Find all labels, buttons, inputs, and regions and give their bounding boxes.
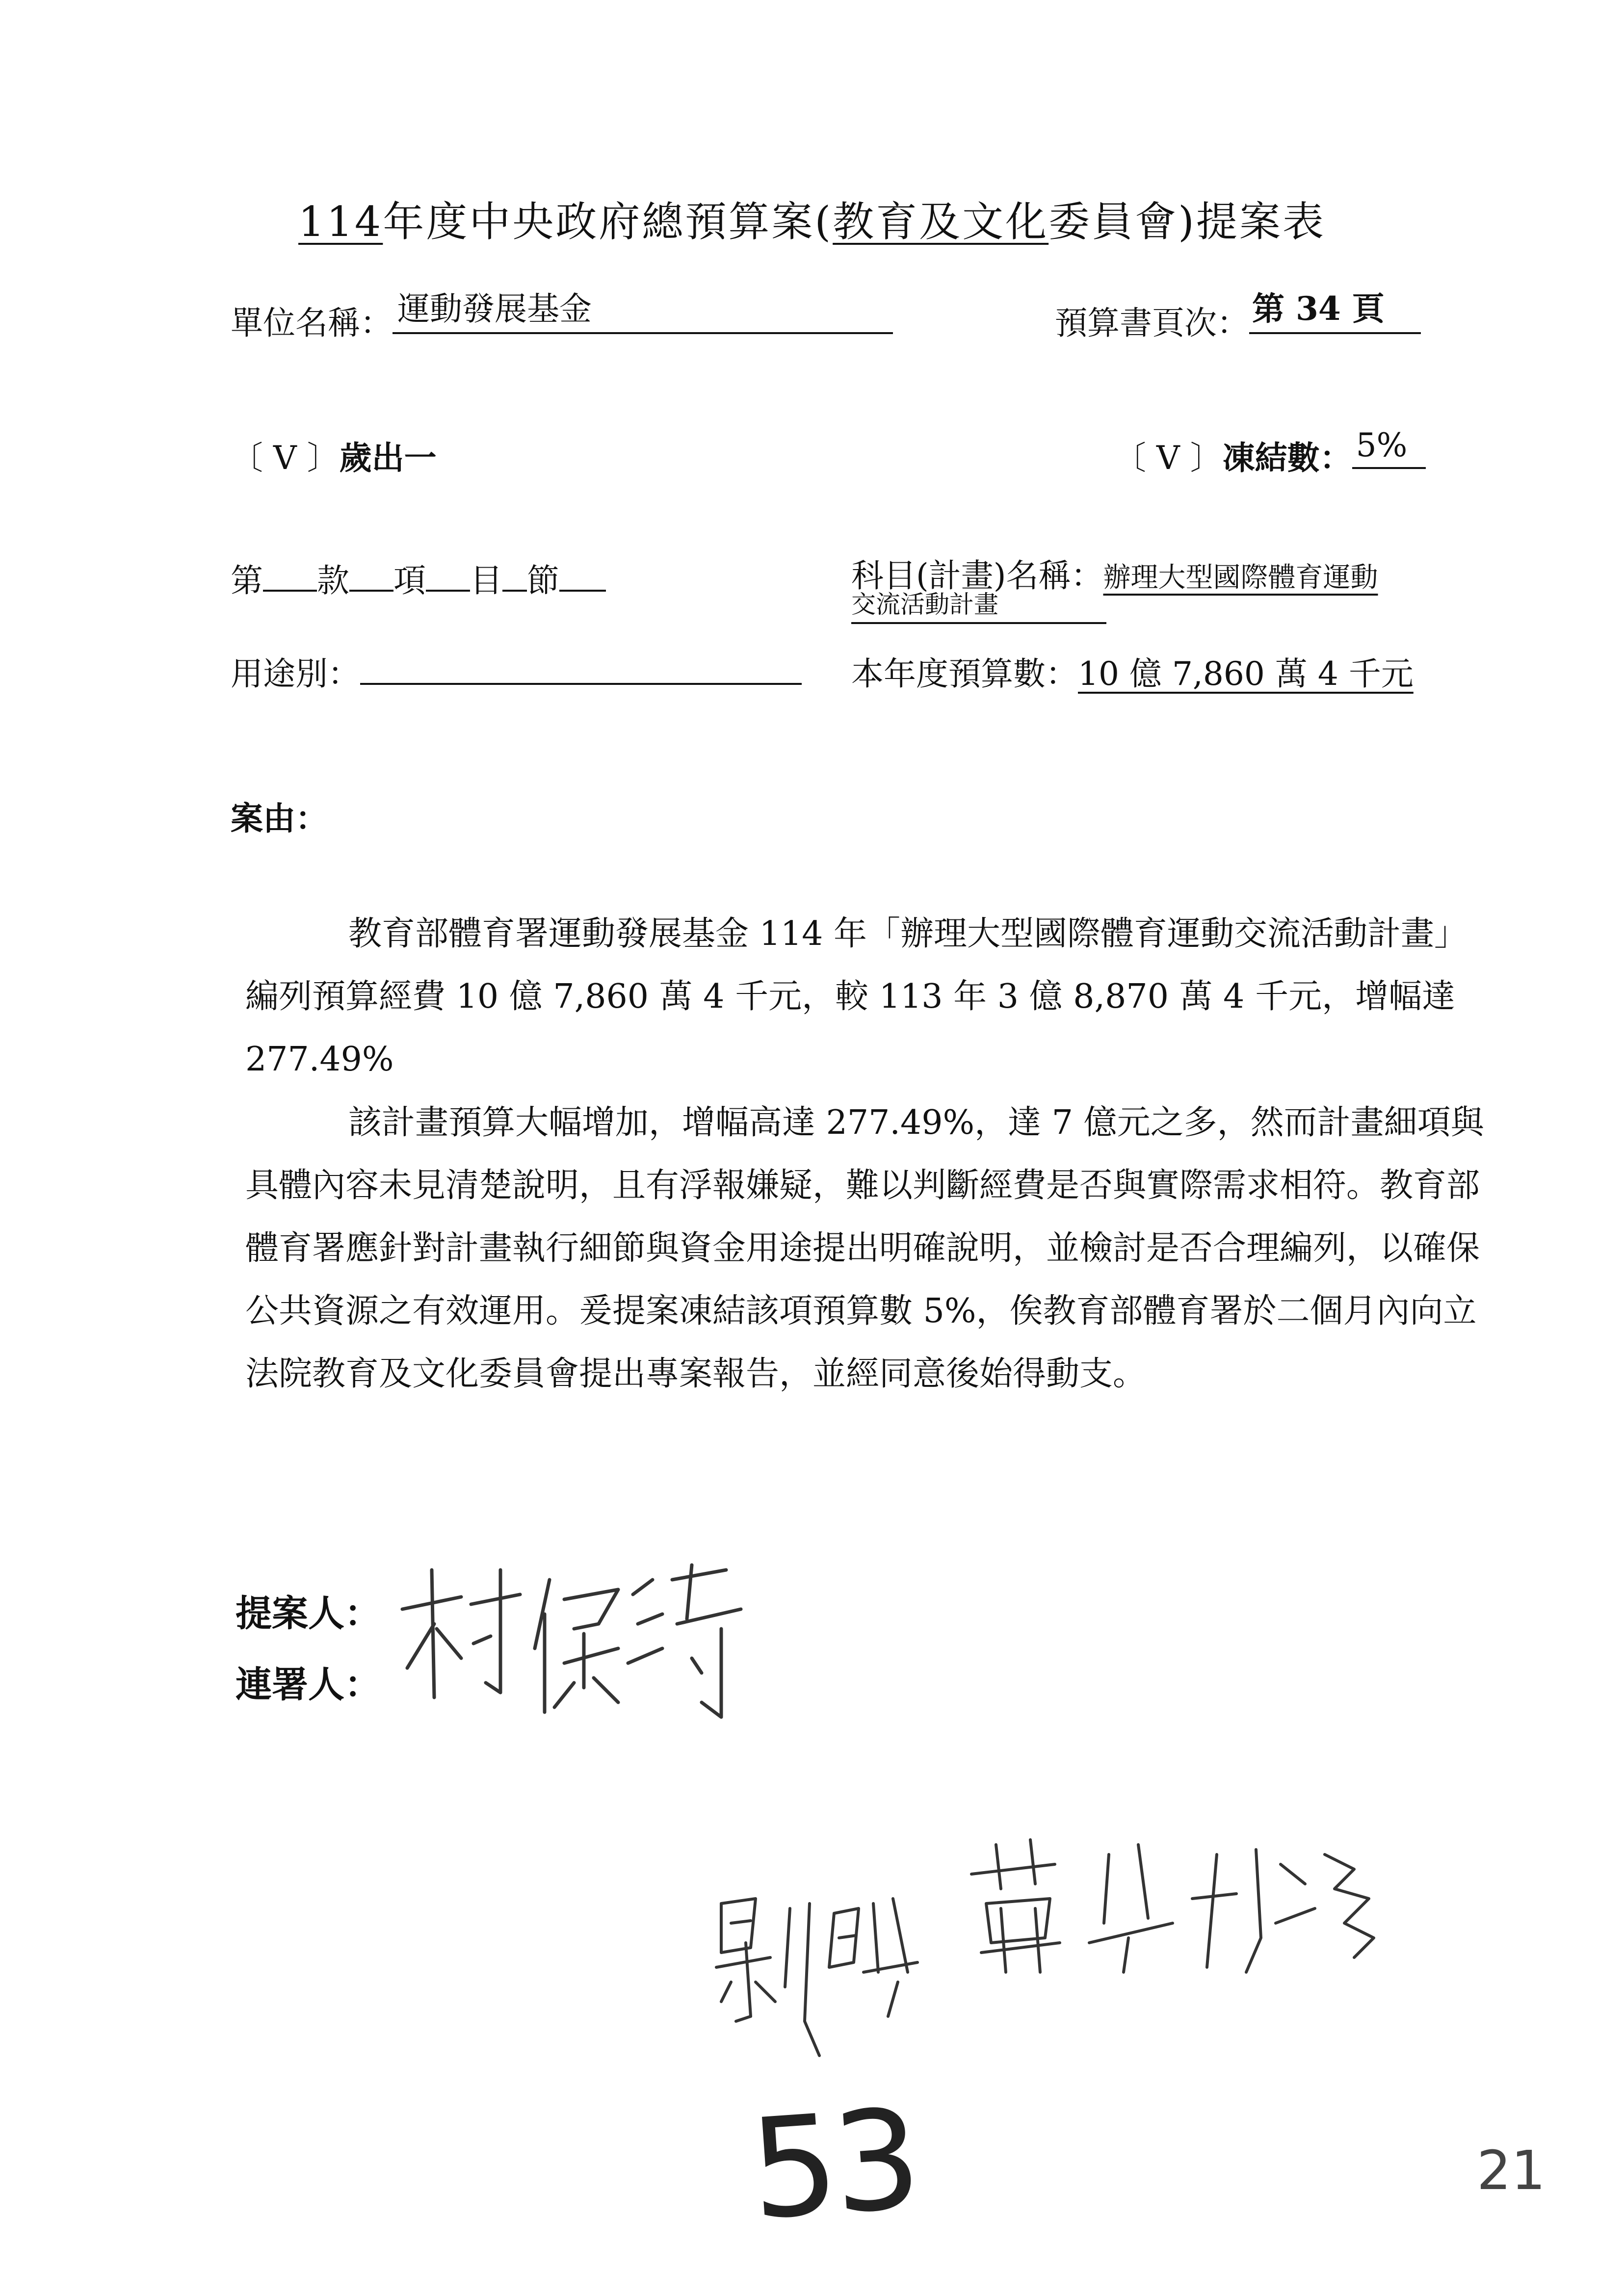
page-ref-value: 第 34 頁 bbox=[1252, 289, 1385, 328]
subject-value-line2: 交流活動計畫 bbox=[851, 590, 998, 619]
freeze-row bbox=[1114, 426, 1426, 478]
reason-paragraph-2: 該計畫預算大幅增加，增幅高達 277.49%，達 7 億元之多，然而計畫細項與具體內容未見清楚說明，且有浮報嫌疑，難以判斷經費是否與實際需求相符。教育部體育署應針對計畫執行細節與資金用途提出明確說明，並檢討是否合理編列，以確保公共資源之有效運用。爰提案凍結該項預算數 5%，俟教育部體育署於二個月內向立法院教育及文化委員會提出專案報告，並經同意後始得動支。 bbox=[245, 1103, 1484, 1393]
budget-value: 10 億 7,860 萬 4 千元 bbox=[1078, 655, 1414, 693]
cosigner-signature-2 bbox=[962, 1825, 1413, 1982]
blank-jie bbox=[502, 562, 527, 592]
field-xiang: 項 bbox=[393, 562, 426, 600]
cosigner-label: 連署人： bbox=[236, 1664, 381, 1706]
usage-row bbox=[231, 648, 802, 694]
reason-paragraph-1: 教育部體育署運動發展基金 114 年「辦理大型國際體育運動交流活動計畫」編列預算經費 10 億 7,860 萬 4 千元，較 113 年 3 億 8,870 萬 4 千元，增幅達 277.49% bbox=[245, 914, 1468, 1079]
unit-value: 運動發展基金 bbox=[397, 290, 592, 328]
form-title bbox=[0, 189, 1624, 248]
field-jie: 節 bbox=[527, 562, 559, 600]
title-text-b: 委員會)提案表 bbox=[1048, 198, 1326, 246]
handwritten-corner-number: 21 bbox=[1477, 2139, 1545, 2202]
title-year: 114 bbox=[298, 198, 383, 246]
subject-label: 科目(計畫)名稱： bbox=[851, 557, 1103, 595]
blank-kuan bbox=[263, 562, 317, 592]
page-ref-label: 預算書頁次： bbox=[1055, 304, 1249, 342]
page-ref-value-line bbox=[1249, 289, 1421, 334]
title-text-a: 年度中央政府總預算案( bbox=[383, 198, 833, 246]
usage-label: 用途別： bbox=[231, 655, 360, 693]
blank-xiang bbox=[349, 562, 393, 592]
unit-value-line bbox=[393, 290, 893, 334]
freeze-value-line bbox=[1352, 426, 1426, 469]
proposer-signature bbox=[388, 1550, 760, 1737]
freeze-value: 5% bbox=[1356, 426, 1408, 464]
expenditure-label: 歲出一 bbox=[339, 439, 437, 477]
handwritten-page-number: 53 bbox=[745, 2079, 921, 2251]
subject-value-line1: 辦理大型國際體育運動 bbox=[1103, 562, 1378, 594]
unit-row bbox=[231, 290, 893, 343]
title-committee: 教育及文化 bbox=[833, 198, 1049, 246]
blank-mu bbox=[426, 562, 470, 592]
budget-row bbox=[851, 648, 1414, 694]
usage-blank bbox=[360, 655, 802, 685]
field-di: 第 bbox=[231, 562, 263, 600]
reason-label: 案由： bbox=[231, 799, 328, 837]
expenditure-checkbox: 〔 V 〕 bbox=[231, 439, 340, 477]
blank-end bbox=[559, 562, 606, 592]
cosigner-signature-1 bbox=[702, 1874, 957, 2061]
freeze-label: 凍結數： bbox=[1222, 439, 1352, 477]
page-ref-row bbox=[1055, 289, 1421, 343]
section-fields bbox=[231, 554, 606, 601]
freeze-checkbox: 〔 V 〕 bbox=[1114, 439, 1223, 477]
proposer-label: 提案人： bbox=[236, 1592, 381, 1635]
expenditure-row bbox=[231, 432, 437, 478]
field-kuan: 款 bbox=[317, 562, 349, 600]
subject-line2-row bbox=[851, 590, 1106, 630]
field-mu: 目 bbox=[470, 562, 502, 600]
subject-value-line2-underline bbox=[851, 590, 1106, 624]
unit-label: 單位名稱： bbox=[231, 304, 393, 342]
budget-label: 本年度預算數： bbox=[851, 655, 1078, 693]
